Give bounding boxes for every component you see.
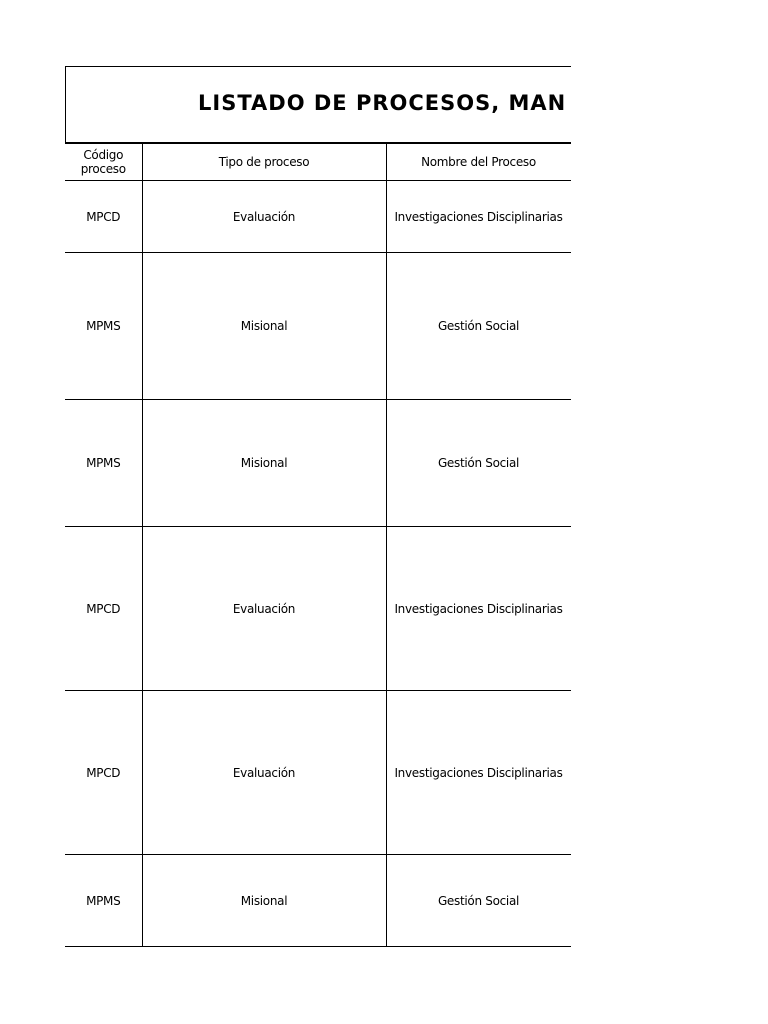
spreadsheet-page [65, 66, 571, 947]
cell-codigo: MPMS [65, 400, 142, 527]
cell-nombre: Gestión Social [386, 400, 571, 527]
column-header-codigo: Código proceso [65, 144, 142, 181]
table-row [65, 855, 571, 947]
cell-codigo: MPCD [65, 181, 142, 253]
cell-codigo: MPCD [65, 527, 142, 691]
table-row [65, 181, 571, 253]
header-row [65, 144, 571, 181]
cell-tipo: Evaluación [142, 691, 386, 855]
cell-nombre: Gestión Social [386, 855, 571, 947]
cell-codigo: MPMS [65, 855, 142, 947]
column-header-nombre: Nombre del Proceso [386, 144, 571, 181]
cell-tipo: Evaluación [142, 527, 386, 691]
cell-tipo: Misional [142, 855, 386, 947]
table-row [65, 691, 571, 855]
cell-nombre: Investigaciones Disciplinarias [386, 527, 571, 691]
title-box [65, 66, 571, 143]
cell-tipo: Misional [142, 253, 386, 400]
cell-tipo: Misional [142, 400, 386, 527]
cell-codigo: MPCD [65, 691, 142, 855]
cell-nombre: Investigaciones Disciplinarias [386, 181, 571, 253]
cell-codigo: MPMS [65, 253, 142, 400]
cell-nombre: Gestión Social [386, 253, 571, 400]
page-title: LISTADO DE PROCESOS, MAN [198, 91, 567, 115]
cell-nombre: Investigaciones Disciplinarias [386, 691, 571, 855]
table-row [65, 527, 571, 691]
table-row [65, 400, 571, 527]
column-header-tipo: Tipo de proceso [142, 144, 386, 181]
process-table [65, 143, 571, 947]
table-row [65, 253, 571, 400]
cell-tipo: Evaluación [142, 181, 386, 253]
